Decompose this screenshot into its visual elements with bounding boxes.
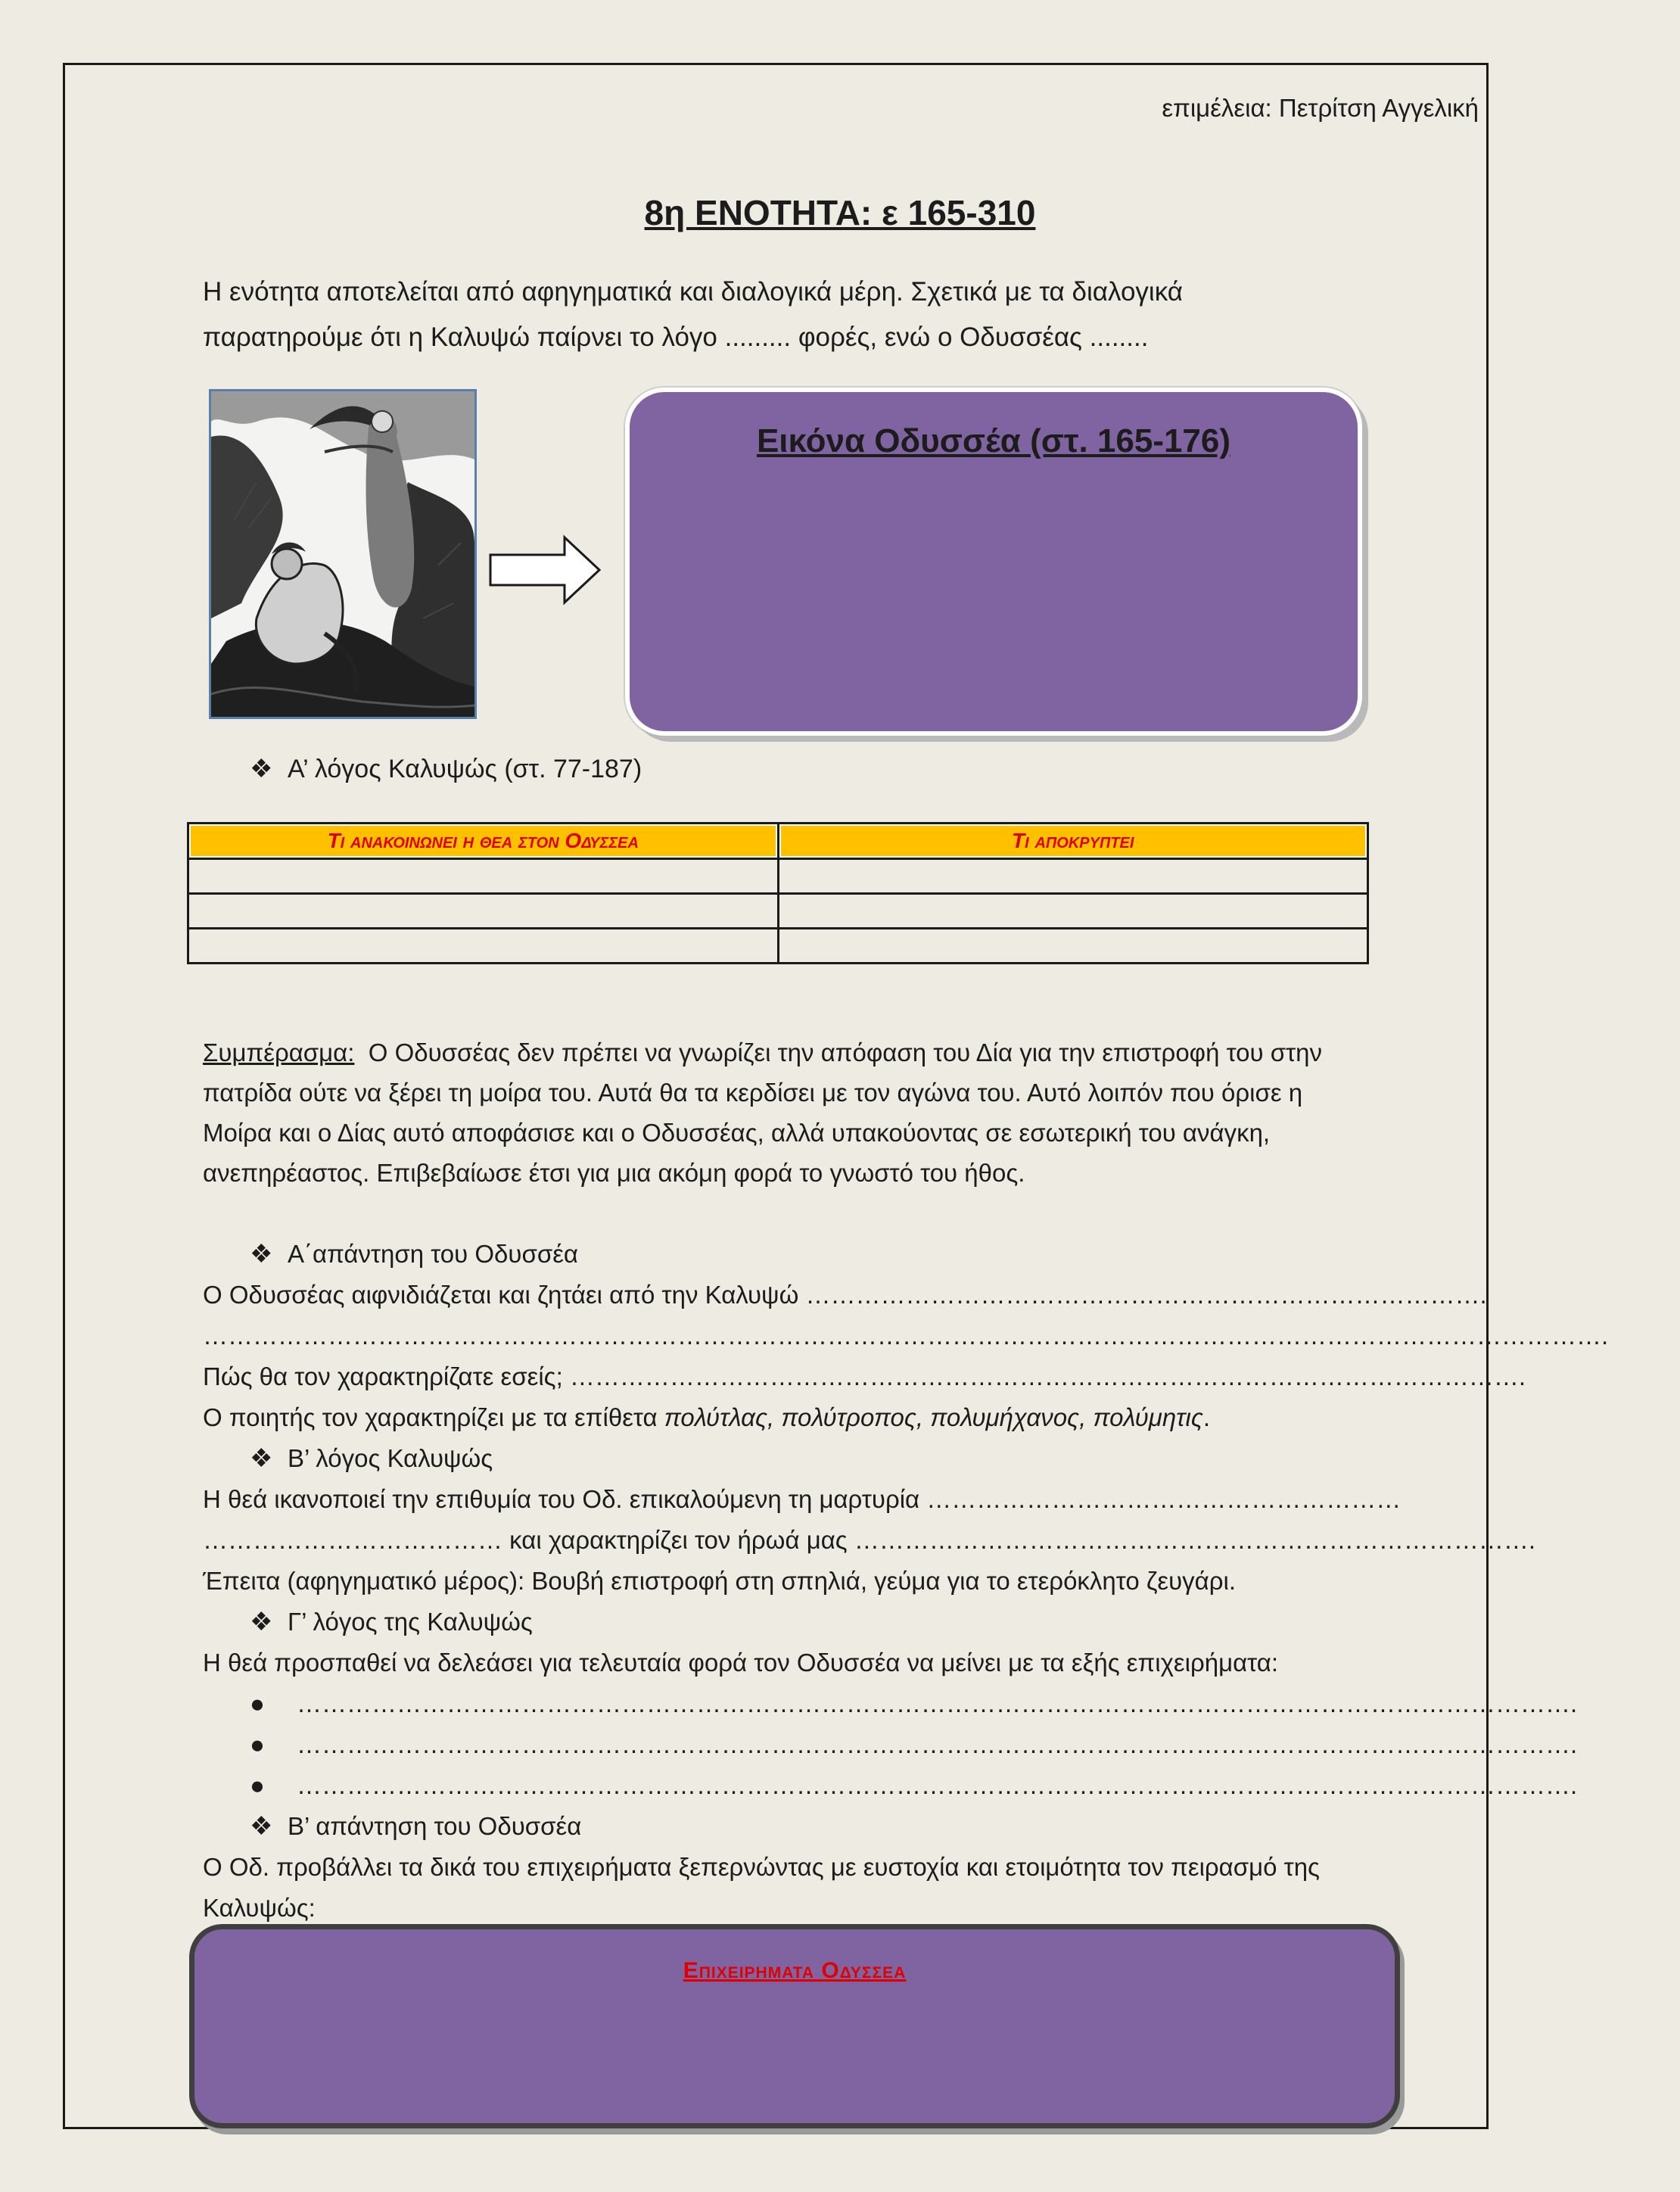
conclusion-line-3: Μοίρα και ο Δίας αυτό αποφάσισε και ο Οδυσσέας, αλλά υπακούοντας σε εσωτερική του ανάγκη, (203, 1119, 1271, 1147)
conclusion-line-1 (203, 1032, 1444, 1073)
table-cell[interactable] (778, 894, 1368, 929)
answer-a-epithets: πολύτλας, πολύτροπος, πολυμήχανος, πολύμητις (664, 1403, 1203, 1431)
diamond-bullet-icon: ❖ (250, 755, 273, 783)
conclusion-line-4: ανεπηρέαστος. Επιβεβαίωσε έτσι για μια ακόμη φορά το γνωστό του ήθος. (203, 1159, 1025, 1187)
table-cell[interactable] (188, 929, 779, 964)
table-header-row (188, 824, 1368, 859)
logos-b-heading (203, 1438, 1383, 1479)
logos-b-heading-label: Β’ λόγος Καλυψώς (288, 1444, 493, 1472)
calypso-odysseus-illustration (209, 389, 477, 719)
logos-b-line-1: Η θεά ικανοποιεί την επιθυμία του Οδ. επικαλούμενη τη μαρτυρία ………………………………………………… (203, 1485, 1402, 1513)
diamond-bullet-icon: ❖ (250, 1608, 273, 1636)
conclusion-text-1: Ο Οδυσσέας δεν πρέπει να γνωρίζει την απόφαση του Δία για την επιστροφή του στην (368, 1038, 1322, 1066)
bullet-icon: ● (250, 1730, 265, 1758)
bullet-icon: ● (250, 1771, 265, 1799)
answer-a-line-3: Πώς θα τον χαρακτηρίζατε εσείς; ……………………………………………………………………………………………………. (203, 1362, 1526, 1390)
announce-conceal-table (187, 822, 1369, 964)
page-title: 8η ΕΝΟΤΗΤΑ: ε 165-310 (644, 193, 1036, 232)
logos-c-heading (203, 1602, 1383, 1642)
odysseus-image-panel-title: Εικόνα Οδυσσέα (στ. 165-176) (756, 422, 1231, 459)
odysseus-arguments-title: Επιχειρηματα Οδυσσεα (683, 1958, 907, 1983)
odysseus-image-panel (625, 388, 1362, 736)
logos-c-bullet-3-text: ………………………………………………………………………………………………………………………………………. (297, 1771, 1578, 1799)
diamond-bullet-icon: ❖ (250, 1240, 273, 1269)
right-arrow-icon (489, 536, 602, 604)
answer-a-line-4 (203, 1397, 1383, 1438)
bullet-icon: ● (250, 1689, 265, 1717)
conclusion-line-2: πατρίδα ούτε να ξέρει τη μοίρα του. Αυτά θα τα κερδίσει με τον αγώνα του. Αυτό λοιπόν που όρισε η (203, 1079, 1303, 1107)
logos-c-bullet-3 (203, 1765, 1578, 1806)
answer-a-line-2: ……………………………………………………………………………………………………………………………………………………. (203, 1322, 1609, 1350)
answer-b-line-1: Ο Οδ. προβάλλει τα δικά του επιχειρήματα ξεπερνώντας με ευστοχία και ετοιμότητα τον πειρασμό της (203, 1853, 1320, 1881)
answer-a-heading-label: Α΄απάντηση του Οδυσσέα (288, 1240, 578, 1268)
diamond-bullet-icon: ❖ (250, 1444, 273, 1473)
table-cell[interactable] (778, 859, 1368, 894)
answer-a-line-4-suffix: . (1202, 1403, 1211, 1431)
conclusion-label: Συμπέρασμα: (203, 1038, 355, 1066)
diamond-bullet-icon: ❖ (250, 1812, 273, 1841)
section-a-logos (250, 754, 642, 784)
table-row (188, 894, 1368, 929)
table-header-conceals: Τι αποκρυπτει (778, 824, 1368, 859)
section-a-logos-label: Α’ λόγος Καλυψώς (στ. 77-187) (288, 755, 642, 783)
logos-c-line-1: Η θεά προσπαθεί να δελεάσει για τελευταία φορά τον Οδυσσέα να μείνει με τα εξής επιχειρήματα: (203, 1649, 1278, 1677)
intro-line-2: παρατηρούμε ότι η Καλυψώ παίρνει το λόγο ......... φορές, ενώ ο Οδυσσέας ........ (203, 322, 1149, 352)
logos-c-bullet-1 (203, 1683, 1578, 1724)
table-row (188, 929, 1368, 964)
logos-c-bullet-1-text: ………………………………………………………………………………………………………………………………………. (297, 1689, 1578, 1717)
answer-b-heading (203, 1806, 1383, 1847)
intro-paragraph (203, 269, 1414, 360)
logos-c-bullet-2-text: ………………………………………………………………………………………………………………………………………. (297, 1730, 1578, 1758)
answer-a-line-4-prefix: Ο ποιητής τον χαρακτηρίζει με τα επίθετα (203, 1403, 664, 1431)
answer-a-line-1: Ο Οδυσσέας αιφνιδιάζεται και ζητάει από την Καλυψώ ………………………………………………………………………. (203, 1281, 1487, 1309)
table-cell[interactable] (188, 859, 779, 894)
table-cell[interactable] (188, 894, 779, 929)
answer-b-heading-label: Β’ απάντηση του Οδυσσέα (288, 1812, 582, 1840)
logos-b-line-2: ……………………………… και χαρακτηρίζει τον ήρωά μας ………………………………………………………………………. (203, 1526, 1536, 1554)
author-credit: επιμέλεια: Πετρίτση Αγγελική (1162, 94, 1479, 122)
odysseus-answer-a-section (203, 1234, 1609, 1929)
logos-c-bullet-2 (203, 1724, 1578, 1765)
table-header-announces: Τι ανακοινωνει η θεα στον Οδυσσεα (188, 824, 779, 859)
table-row (188, 859, 1368, 894)
odysseus-arguments-panel (189, 1924, 1400, 2128)
conclusion-paragraph (203, 1032, 1444, 1193)
table-cell[interactable] (778, 929, 1368, 964)
intro-line-1: Η ενότητα αποτελείται από αφηγηματικά και διαλογικά μέρη. Σχετικά με τα διαλογικά (203, 277, 1184, 307)
logos-c-heading-label: Γ’ λόγος της Καλυψώς (288, 1608, 533, 1636)
answer-a-heading (203, 1234, 1383, 1275)
logos-b-line-3: Έπειτα (αφηγηματικό μέρος): Βουβή επιστροφή στη σπηλιά, γεύμα για το ετερόκλητο ζευγάρι. (203, 1567, 1237, 1595)
answer-b-line-2: Καλυψώς: (203, 1894, 316, 1922)
